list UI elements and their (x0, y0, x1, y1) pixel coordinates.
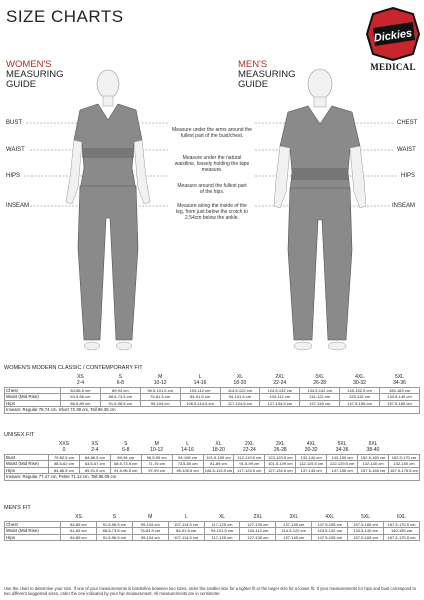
numeric-size: 6-8 (116, 380, 124, 387)
table-cell: 107-114.5 cm (168, 534, 204, 541)
women-figure (50, 68, 166, 360)
logo-sub: MEDICAL (370, 62, 416, 72)
table-cell: 117-124.5 cm (234, 467, 265, 474)
instruction-chest: Measure under the arms around the fullest part of the bust/chest. (172, 127, 252, 140)
table-cell: 106.5-113.5 cm (204, 467, 233, 473)
table-cell: 86.5-89 cm (61, 400, 101, 407)
table-cell: 155-163 cm (380, 387, 420, 394)
table-row (5, 534, 420, 541)
table-cell: 99-104 cm (132, 534, 168, 541)
men-label-inseam: INSEAM (392, 203, 416, 209)
numeric-size: 6-8 (122, 447, 130, 454)
size-header: 4XL (306, 440, 316, 447)
table-cell: 84-91.5 cm (168, 528, 204, 535)
table-cell: 106.5-114.5 cm (180, 400, 220, 407)
size-header: 3XL (275, 440, 285, 447)
womens-guide-title: WOMEN'S MEASURING GUIDE (6, 59, 64, 90)
table-cell: 167.5-176.5 cm (390, 467, 418, 473)
instruction-inseam: Measure along the inside of the leg, from just below the crotch to 2.54cm below the ankle. (176, 203, 248, 222)
table-cell: 99-105.5 cm (172, 467, 203, 474)
table-cell: 97-99 cm (141, 467, 172, 474)
size-header: M (154, 440, 159, 447)
table-cell: 145-152.5 cm (340, 387, 380, 394)
men-label-hips: HIPS (401, 173, 416, 179)
table-cell: 81-89 cm (203, 461, 234, 468)
table-cell: 84-86.5 cm (61, 387, 101, 394)
table-cell: 124.5-132 cm (312, 528, 348, 535)
table-header-row (5, 514, 420, 521)
table-cell: 147-156 cm (327, 467, 358, 474)
numeric-size: 14-16 (181, 447, 194, 454)
size-header: 4XL (355, 373, 365, 380)
numeric-size: 34-36 (335, 447, 349, 454)
men-figure (258, 68, 382, 360)
instruction-waist: Measure under the natural waistline, loosely holding the tape measure. (174, 155, 250, 174)
row-label: Waist (Mid Rise) (5, 528, 61, 535)
women-label-waist: WAIST (6, 147, 25, 153)
numeric-size: 18-20 (212, 447, 225, 454)
numeric-size: 34-36 (393, 380, 406, 387)
numeric-size: 2-4 (91, 447, 99, 454)
table-cell: 104-112 cm (260, 394, 300, 401)
inseam-note: Inseam: Regular 77.47 cm, Petite 71.12 cm, Tall 85.09 cm (5, 474, 420, 481)
table-cell: 58.5-62 cm (49, 461, 80, 468)
mens-size-table (4, 514, 420, 541)
size-header: XL (215, 440, 222, 447)
size-header: XS (75, 514, 82, 521)
table-cell: 167.5-175.5 cm (384, 534, 420, 541)
table-cell: 140-155 cm (384, 528, 420, 535)
table-cell: 147.5-155 cm (312, 521, 348, 528)
table-cell: 157.5-165 cm (348, 534, 384, 541)
size-header: XL (236, 373, 243, 380)
size-header: 5XL (361, 514, 371, 521)
mens-guide-title: MEN'S MEASURING GUIDE (238, 59, 296, 90)
table-cell: 71-76 cm (141, 461, 172, 468)
numeric-size: 30-32 (353, 380, 366, 387)
numeric-size: 38-40 (366, 447, 380, 454)
table-cell: 79-82.5 cm (49, 454, 80, 461)
table-header-row (5, 373, 420, 380)
table-cell: 76-81.5 cm (132, 528, 168, 535)
table-cell: 63.5-66 cm (61, 394, 101, 401)
table-cell: 63.5-67 cm (79, 461, 110, 468)
table-cell: 117-125 cm (204, 534, 240, 541)
table-cell: 96.5-99 cm (141, 454, 172, 461)
men-label-waist: WAIST (397, 147, 416, 153)
size-header: XL (218, 514, 226, 521)
table-cell: 127-134.5 cm (265, 467, 296, 474)
row-label: Chest (5, 521, 61, 528)
size-header: XS (77, 373, 84, 380)
row-label: Waist (Mid Rise) (5, 461, 49, 468)
row-label: Bust (5, 454, 49, 461)
table-cell: 104-112 cm (240, 528, 276, 535)
size-header: L (184, 514, 188, 521)
table-cell: 91.5-96.5 cm (96, 534, 132, 541)
numeric-size: 0 (62, 447, 66, 454)
row-label: Chest (5, 387, 61, 394)
table-cell: 73.5-80 cm (172, 461, 203, 468)
table-cell: 89-91.5 cm (79, 467, 110, 474)
size-header: 5XL (337, 440, 347, 447)
table-cell: 94-101.5 cm (204, 528, 240, 535)
table-cell: 137-145 cm (296, 467, 327, 474)
womens-size-table (4, 373, 420, 414)
numeric-size: 18-20 (233, 380, 247, 387)
table-cell: 134.5-142 cm (300, 387, 340, 394)
table-cell: 76-81.5 cm (140, 394, 180, 401)
table-cell: 114.5-122 cm (220, 387, 260, 394)
table-cell: 99-104 cm (140, 400, 180, 407)
table-cell: 167.5-175.5 cm (384, 521, 420, 528)
logo-brand: Dickies (373, 27, 413, 45)
size-header: L (186, 440, 189, 447)
table-cell: 104-112 cm (180, 387, 220, 394)
table-cell: 99-104 cm (132, 521, 168, 528)
table-cell: 123-129.5 cm (265, 454, 296, 461)
table-cell: 68.5-73.5 cm (100, 394, 140, 401)
numeric-size: 10-12 (150, 447, 164, 454)
size-header: S (112, 514, 116, 521)
table-cell: 84-89 cm (61, 521, 97, 528)
row-label: Waist (Mid Rise) (5, 394, 61, 401)
table-cell: 134.5-140 cm (348, 528, 384, 535)
table-cell: 68.5-73.5 cm (96, 528, 132, 535)
numeric-size: 26-28 (313, 380, 327, 387)
size-header: 4XL (325, 514, 335, 521)
table-cell: 132-140 cm (296, 454, 327, 461)
size-header: XS (91, 440, 99, 447)
row-label: Hips (5, 400, 61, 407)
table-cell: 101.5-109 cm (265, 461, 296, 468)
table-cell: 114-122 cm (300, 394, 340, 401)
women-label-hips: HIPS (6, 173, 21, 179)
numeric-size: 30-32 (304, 447, 318, 454)
size-header: S (124, 440, 128, 447)
table-cell: 127-135 cm (240, 534, 276, 541)
women-label-bust: BUST (6, 120, 23, 126)
table-cell: 91.5-99 cm (234, 461, 265, 468)
table-cell: 68.5-73.5 cm (110, 461, 141, 468)
table-numeric-row (5, 380, 420, 387)
table-cell: 127-135 cm (240, 521, 276, 528)
table-numeric-row (5, 447, 420, 454)
table-cell: 94-101.5 cm (220, 394, 260, 401)
table-cell: 94-108 cm (172, 454, 203, 461)
size-header: 6XL (368, 440, 378, 447)
row-label: Hips (5, 534, 61, 541)
numeric-size: 14-16 (193, 380, 207, 387)
size-header: 2XL (253, 514, 263, 521)
table-cell: 91.5-96.5 cm (100, 400, 140, 407)
table-cell: 112-119.5 cm (234, 454, 265, 461)
table-cell: 84-89 cm (61, 534, 97, 541)
numeric-size: 22-24 (273, 380, 287, 387)
size-header: M (158, 373, 163, 380)
table-cell: 91.5-96.5 cm (96, 521, 132, 528)
table-cell: 137-145 cm (276, 521, 312, 528)
table-cell: 96.5-101.5 cm (140, 387, 180, 394)
mens-table-title: MEN'S FIT (4, 505, 31, 511)
size-header: S (118, 373, 122, 380)
table-cell: 84-86.5 cm (79, 454, 110, 461)
table-cell: 101.5-109 cm (203, 454, 234, 461)
table-cell: 127-134.5 cm (260, 400, 300, 407)
table-cell: 89-94 cm (110, 454, 141, 461)
table-cell: 124.5-132 cm (260, 387, 300, 394)
table-cell: 142-150 cm (327, 454, 358, 461)
table-cell: 122-129.5 cm (327, 461, 358, 468)
size-header: 3XL (315, 373, 325, 380)
table-cell: 147.5-155 cm (312, 534, 348, 541)
table-inseam-row (5, 474, 420, 481)
size-header: M (148, 514, 153, 521)
table-cell: 134.5-145 cm (380, 394, 420, 401)
unisex-table-title: UNISEX FIT (4, 432, 35, 438)
size-header: 2XL (244, 440, 254, 447)
table-cell: 137-145 cm (300, 400, 340, 407)
size-header: 3XL (289, 514, 299, 521)
table-cell: 157.5-166 cm (358, 467, 389, 474)
womens-table-title: WOMEN'S MODERN CLASSIC / CONTEMPORARY FIT (4, 365, 143, 371)
table-cell: 91.5-96.5 cm (110, 467, 141, 474)
table-cell: 157.5-165 cm (380, 400, 420, 407)
table-cell: 142-150 cm (388, 461, 419, 468)
table-cell: 157.5-165 cm (348, 521, 384, 528)
table-cell: 89-94 cm (100, 387, 140, 394)
table-cell: 114.5-122 cm (276, 528, 312, 535)
table-cell: 152.5-160 cm (358, 454, 389, 461)
size-header: 6XL (397, 514, 406, 521)
unisex-size-table (4, 440, 420, 481)
table-cell: 84-91.5 cm (180, 394, 220, 401)
table-inseam-row (5, 407, 420, 414)
instruction-hips: Measure around the fullest part of the hips. (177, 183, 247, 196)
table-cell: 117-124.5 cm (220, 400, 260, 407)
numeric-size: 22-24 (242, 447, 256, 454)
table-header-row (5, 440, 420, 447)
table-cell: 61-66 cm (61, 528, 97, 535)
numeric-size: 2-4 (76, 380, 85, 387)
inseam-note: Inseam: Regular 78.74 cm, Short 72.39 cm, Tall 86.36 cm (5, 407, 420, 414)
sizing-footnote: Use the chart to determine your size. If one of your measurements is borderline between two sizes, order the smaller size for a tighter fit or the larger size for a looser fit. If your measurements for hips and bust correspond to two different suggested sizes, order the one indicated by your hip measurement. All measurements are in centimeter. (4, 586, 416, 596)
size-header: 2XL (275, 373, 285, 380)
table-cell: 112-119.5 cm (296, 461, 327, 468)
table-cell: 132-140 cm (358, 461, 389, 468)
size-header: XXS (58, 440, 69, 447)
table-cell: 137-145 cm (276, 534, 312, 541)
men-label-chest: CHEST (397, 120, 418, 126)
table-cell: 125-132 cm (340, 394, 380, 401)
women-label-inseam: INSEAM (6, 203, 30, 209)
row-label: Hips (5, 467, 49, 474)
table-cell: 117-125 cm (204, 521, 240, 528)
size-header: 5XL (395, 373, 404, 380)
numeric-size: 26-28 (273, 447, 287, 454)
table-cell: 162.5-170 cm (388, 454, 419, 461)
table-cell: 107-114.5 cm (168, 521, 204, 528)
size-header: L (198, 373, 202, 380)
table-cell: 84-86.5 cm (49, 467, 80, 474)
numeric-size: 10-12 (153, 380, 167, 387)
table-cell: 147.5-155 cm (340, 400, 380, 407)
page-title: SIZE CHARTS (6, 7, 124, 26)
